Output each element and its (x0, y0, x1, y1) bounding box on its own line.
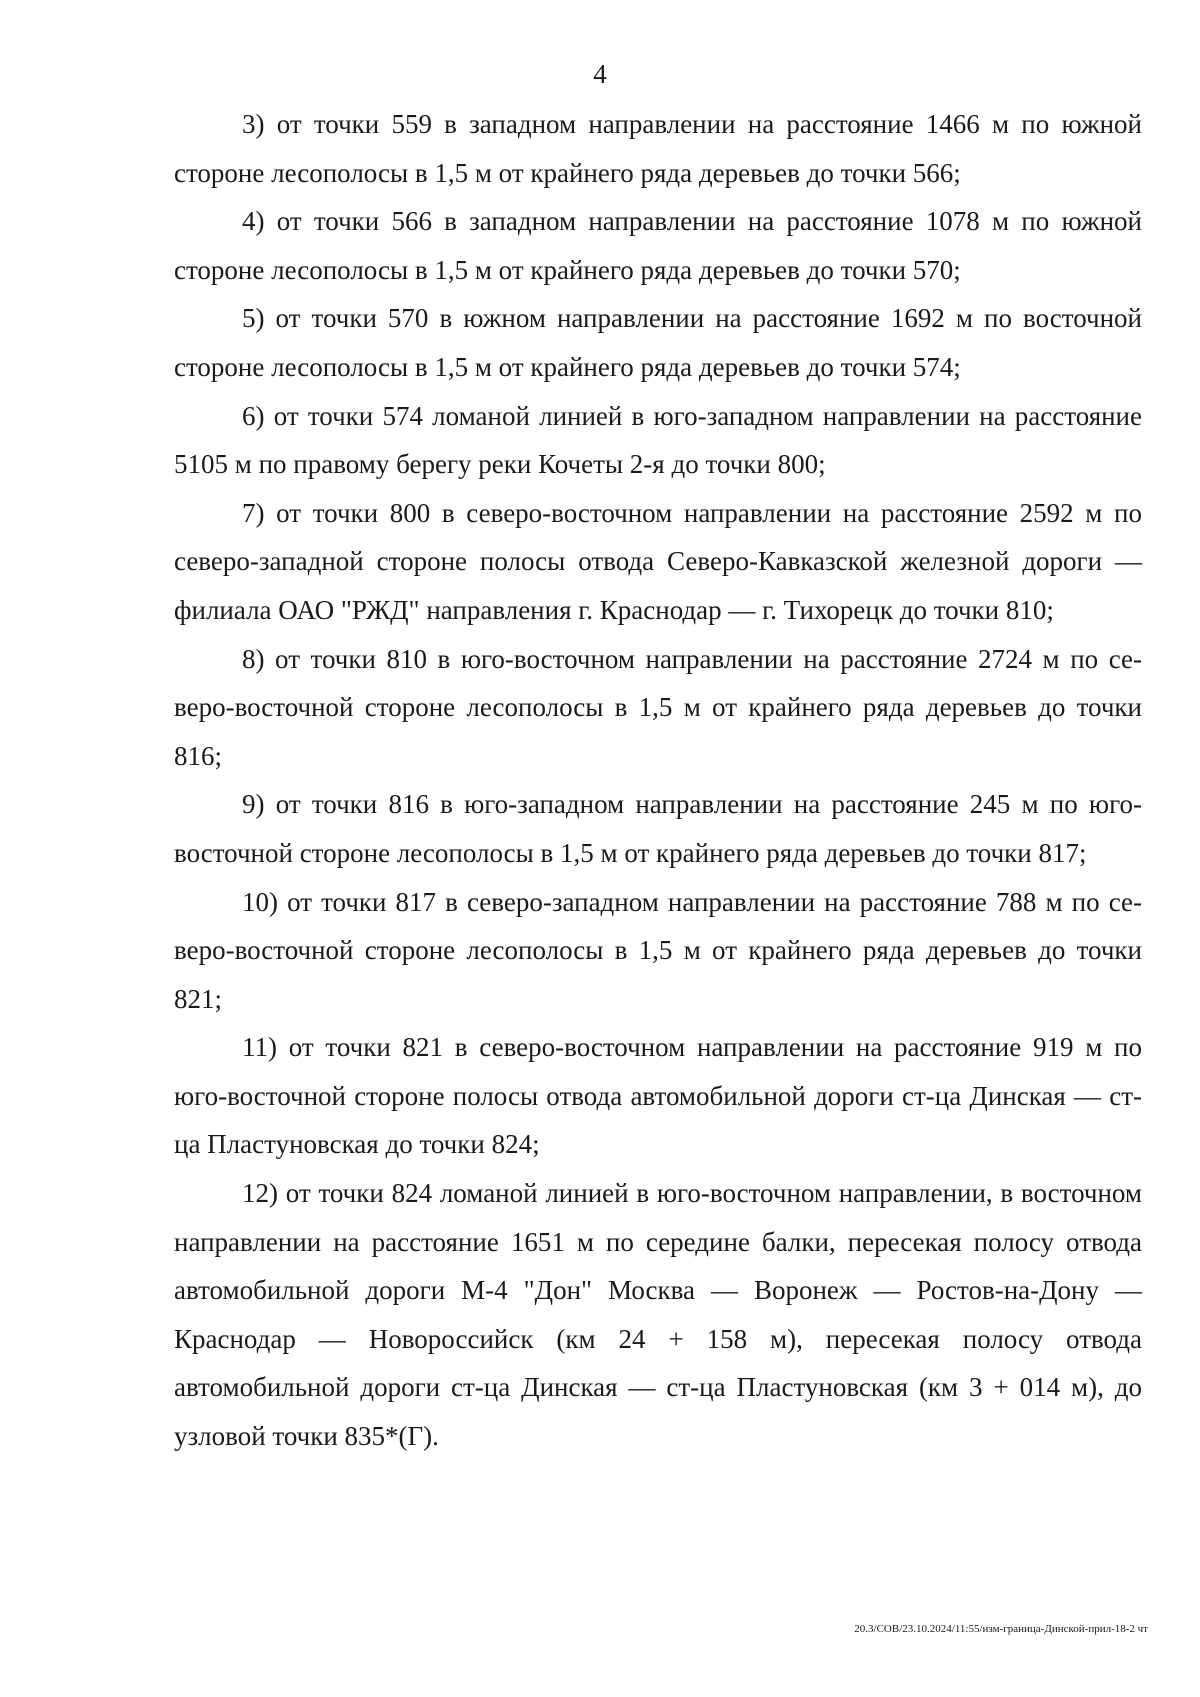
paragraph-3: 3) от точки 559 в западном направлении на расстояние 1466 м по южной стороне лесополосы в 1,5 м от крайнего ряда деревьев до точки 566; (174, 109, 1142, 188)
paragraph-4: 4) от точки 566 в западном направлении на расстояние 1078 м по южной стороне лесополосы в 1,5 м от крайнего ряда деревьев до точки 570; (174, 206, 1142, 285)
paragraph-11: 11) от точки 821 в северо-восточном направлении на расстояние 919 м по юго-восточной стороне полосы отвода автомобильной дороги ст-ца Динская — ст-ца Пластуновская до точки 824; (174, 1032, 1142, 1160)
paragraph-12: 12) от точки 824 ломаной линией в юго-восточном направлении, в восточном направлении на расстояние 1651 м по середине балки, пересекая полосу отвода автомобильной дороги М-4 "Дон" Москва — Воронеж — Ростов-на-Дону — Краснодар — Новороссийск (км 24 + 158 м), пересекая полосу отвода автомобильной дороги ст-ца Динская — ст-ца Пластуновская (км 3 + 014 м), до узловой точки 835*(Г). (174, 1178, 1142, 1452)
paragraph-9: 9) от точки 816 в юго-западном направлении на расстояние 245 м по юго-восточной стороне лесополосы в 1,5 м от крайнего ряда деревьев до точки 817; (174, 789, 1142, 868)
document-body (174, 100, 1142, 1461)
page-number: 4 (593, 59, 607, 89)
paragraph-5: 5) от точки 570 в южном направлении на расстояние 1692 м по восточной стороне лесополосы в 1,5 м от крайнего ряда деревьев до точки 574; (174, 303, 1142, 382)
paragraph-6: 6) от точки 574 ломаной линией в юго-западном направлении на расстояние 5105 м по правому берегу реки Кочеты 2-я до точки 800; (174, 400, 1142, 480)
paragraph-7: 7) от точки 800 в северо-восточном направлении на расстояние 2592 м по северо-западной стороне полосы отвода Северо-Кавказской железной дороги — филиала ОАО "РЖД" направления г. Краснодар — г. Тихорецк до точки 810; (174, 497, 1142, 625)
document-footer-code: 20.3/СОВ/23.10.2024/11:55/изм-граница-Динской-прил-18-2 чт (854, 1623, 1148, 1635)
paragraph-10: 10) от точки 817 в северо-западном направлении на расстояние 788 м по северо-восточной стороне лесополосы в 1,5 м от крайнего ряда деревьев до точки 821; (174, 886, 1142, 1014)
paragraph-8: 8) от точки 810 в юго-восточном направлении на расстояние 2724 м по северо-восточной стороне лесополосы в 1,5 м от крайнего ряда деревьев до точки 816; (174, 643, 1142, 771)
